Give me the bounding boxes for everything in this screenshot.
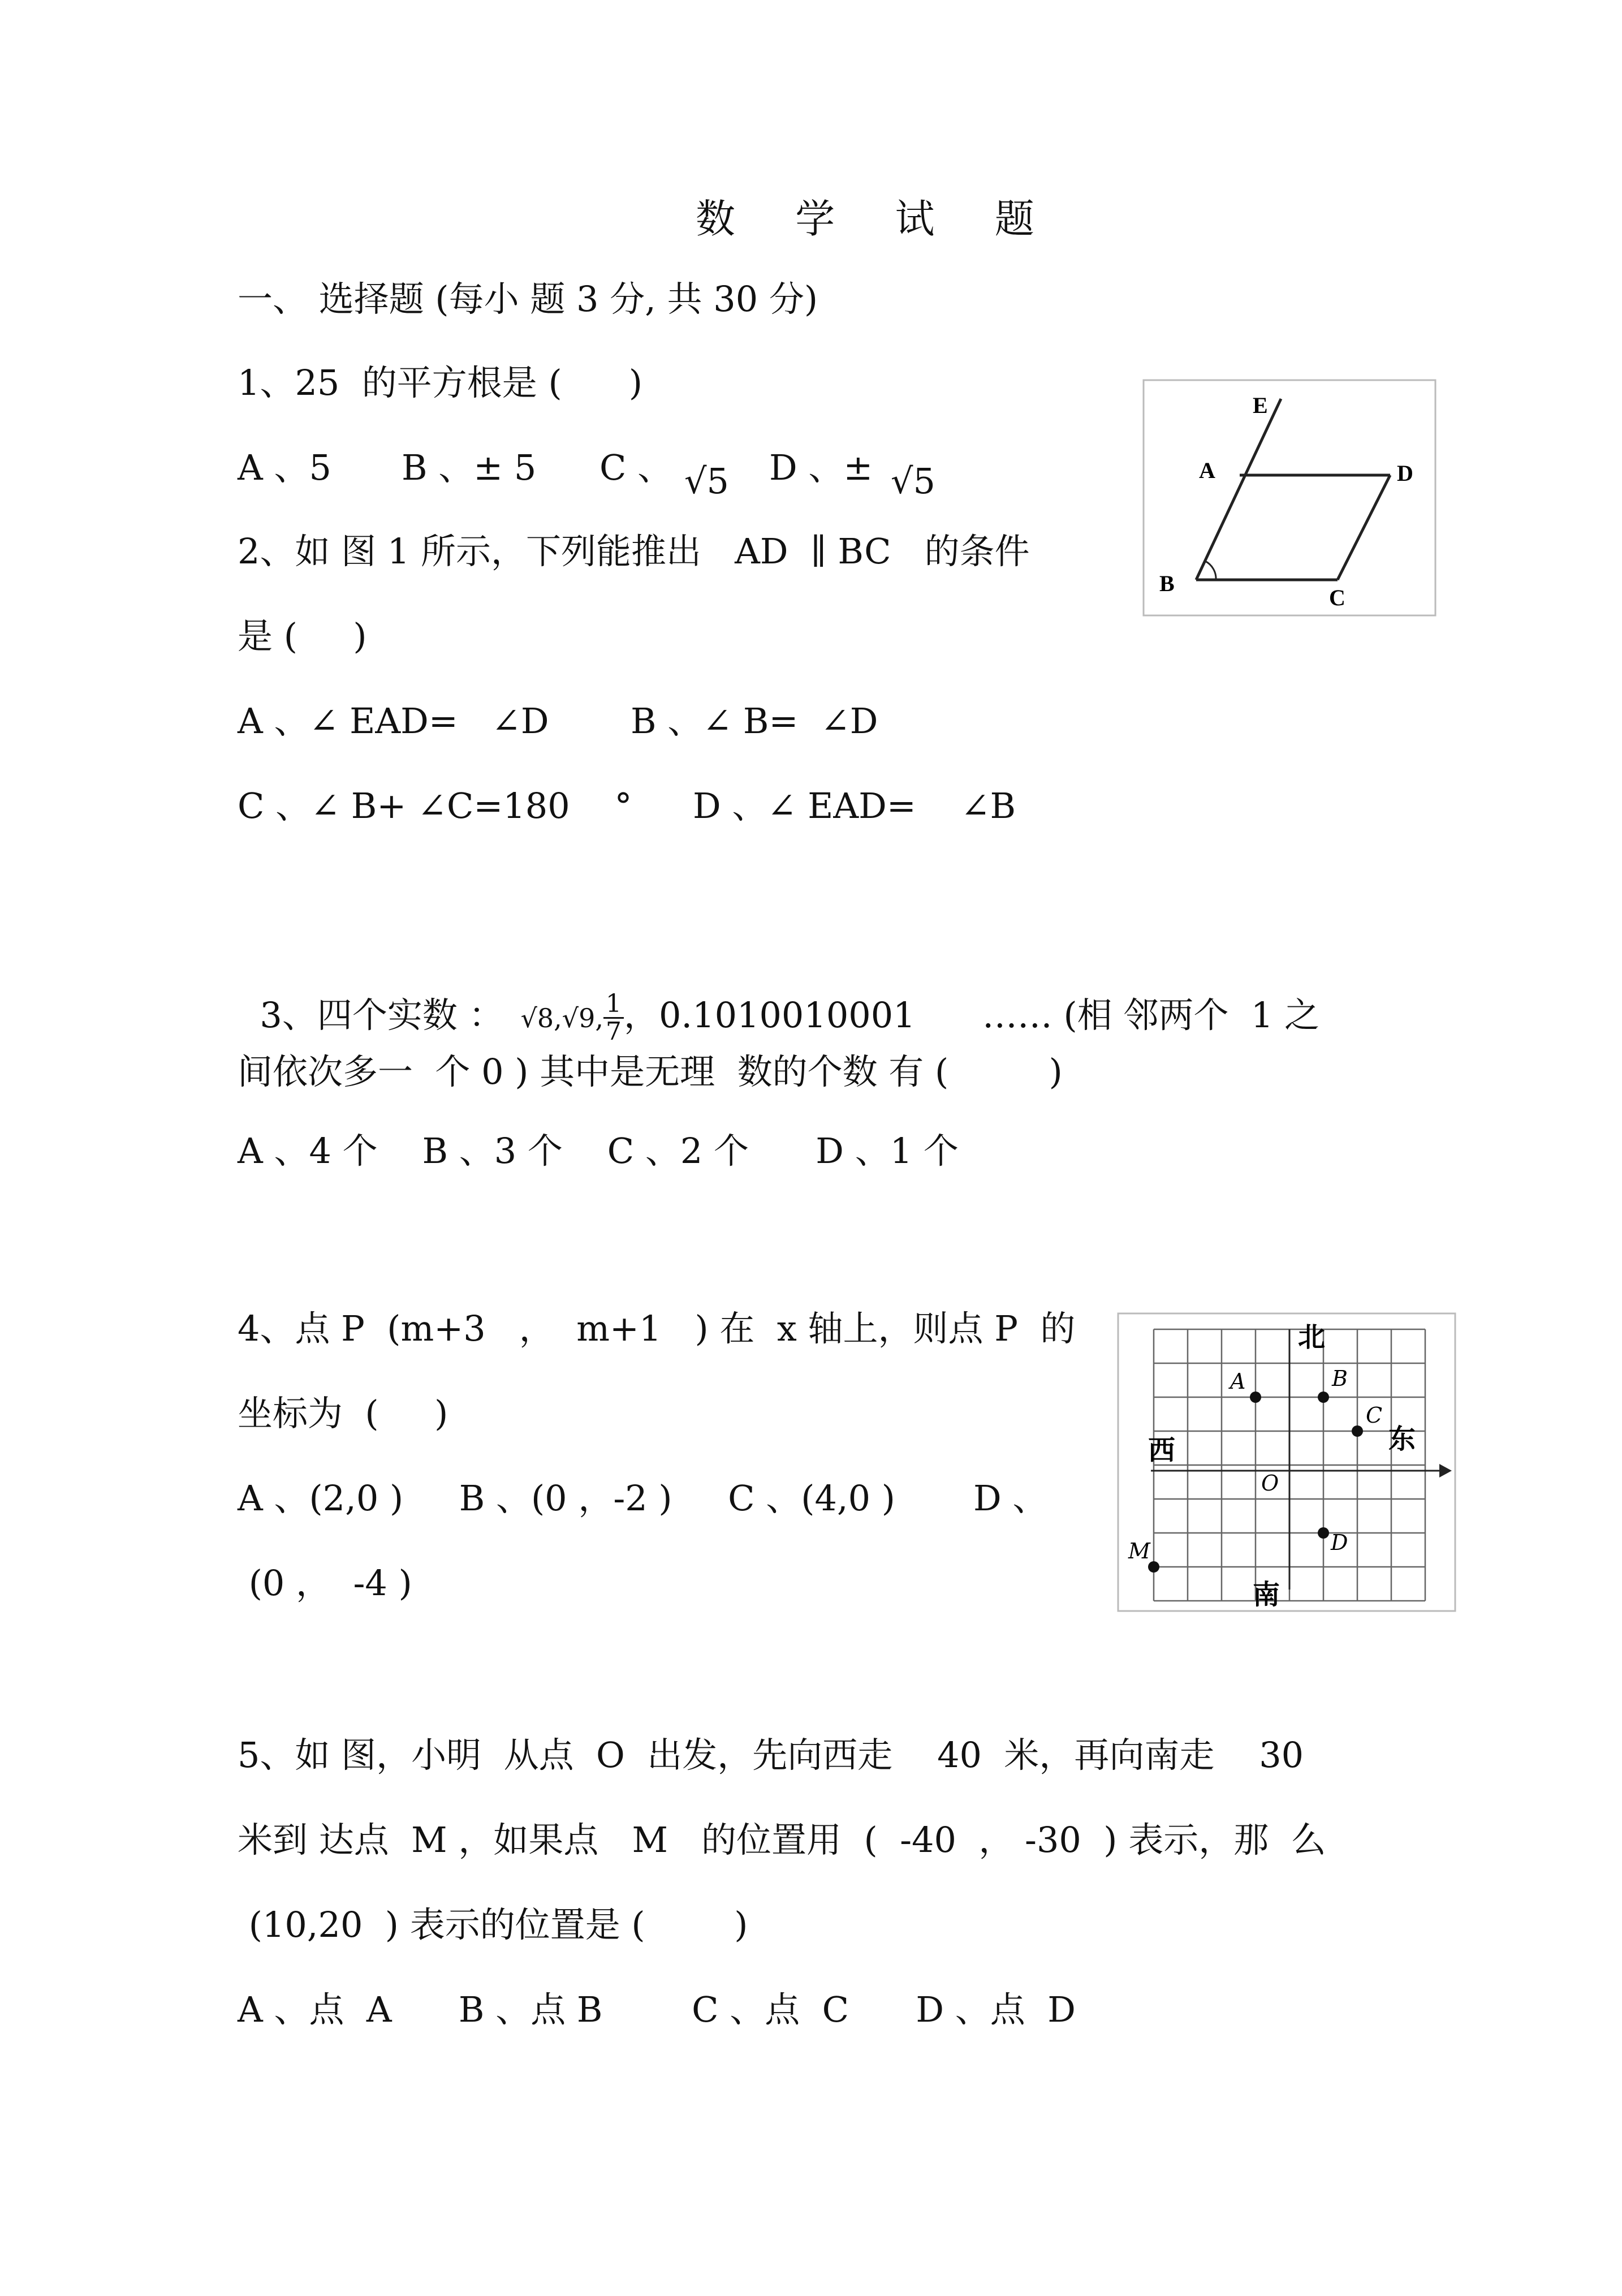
point-d [1318, 1527, 1329, 1539]
line-dc [1338, 475, 1390, 580]
q1-option-c-sqrt: √5 [684, 460, 729, 502]
label-point-d: D [1331, 1530, 1348, 1555]
label-point-a: A [1230, 1369, 1246, 1394]
label-point-b: B [1332, 1366, 1348, 1391]
q4-stem-line1: 4、点 P (m+3 ， m+1 ) 在 x 轴上，则点 P 的 [238, 1308, 1076, 1349]
label-b: B [1159, 571, 1175, 596]
q1-stem: 1、25 的平方根是 ( ) [238, 362, 643, 403]
section-header: 一、 选择题 (每小 题 3 分, 共 30 分) [238, 278, 818, 320]
q3-stem-line2: 间依次多一 个 0 ) 其中是无理 数的个数 有 ( ) [238, 1051, 1063, 1092]
q1-option-d: D 、± [769, 447, 873, 488]
q2-option-b: B 、∠ B= ∠D [631, 700, 878, 742]
label-point-c: C [1366, 1403, 1383, 1428]
q2-option-a: A 、∠ EAD= ∠D [238, 700, 549, 742]
q3-stem-line1 [238, 956, 1319, 1045]
q3-fraction [603, 991, 624, 1045]
point-c [1352, 1425, 1363, 1437]
figure-1-parallelogram [1142, 379, 1436, 617]
q3-stem-prefix: 3、四个实数 ： [260, 994, 504, 1036]
label-a: A [1199, 458, 1215, 483]
q5-line1: 5、如 图，小明 从点 O 出发，先向西走 40 米，再向南走 30 [238, 1734, 1304, 1776]
q4-options-line1: A 、(2,0 ) B 、(0 ，-2 ) C 、(4,0 ) D 、 [238, 1477, 1048, 1519]
q5-line3: (10,20 ) 表示的位置是 ( ) [238, 1904, 748, 1945]
line-be [1196, 399, 1281, 580]
q1-option-a: A 、5 [238, 447, 331, 488]
figure-2-grid-map [1117, 1312, 1456, 1612]
q5-line2: 米到 达点 M ，如果点 M 的位置用 ( -40 ， -30 ) 表示，那 么 [238, 1819, 1326, 1860]
point-a [1250, 1392, 1261, 1403]
label-north: 北 [1298, 1321, 1326, 1353]
label-origin: O [1261, 1471, 1279, 1496]
q1-option-c: C 、 [599, 447, 673, 488]
label-west: 西 [1148, 1435, 1176, 1466]
point-b [1318, 1392, 1329, 1403]
q3-sqrt8: √8, [520, 1002, 562, 1033]
q2-stem-line1: 2、如 图 1 所示，下列能推出 AD ∥ BC 的条件 [238, 531, 1030, 572]
q1-option-b: B 、± 5 [402, 447, 537, 488]
label-d: D [1397, 460, 1413, 486]
q3-sqrt9: √9, [562, 1002, 603, 1033]
label-south: 南 [1253, 1579, 1280, 1610]
q2-stem-line2: 是 ( ) [238, 615, 367, 657]
q5-options: A 、点 A B 、点 B C 、点 C D 、点 D [238, 1989, 1076, 2030]
label-east: 东 [1388, 1423, 1416, 1455]
page-title: 数 学 试 题 [696, 196, 1058, 242]
angle-b-arc [1205, 561, 1216, 580]
q2-option-c: C 、∠ B+ ∠C=180 ° [238, 785, 632, 826]
q4-options-line2: (0 ， -4 ) [238, 1562, 412, 1604]
q3-frac-num: 1 [603, 991, 624, 1019]
q3-frac-den: 7 [605, 1017, 622, 1046]
label-point-m: M [1128, 1539, 1150, 1563]
label-e: E [1253, 393, 1268, 418]
q2-option-d: D 、∠ EAD= ∠B [693, 785, 1016, 826]
q1-option-d-sqrt: √5 [891, 460, 935, 502]
label-c: C [1329, 585, 1345, 610]
east-arrow-icon [1439, 1464, 1452, 1477]
q3-stem-mid: ，0.1010010001 …… (相 邻两个 1 之 [623, 994, 1320, 1036]
q4-stem-line2: 坐标为 ( ) [238, 1393, 448, 1434]
q3-options: A 、4 个 B 、3 个 C 、2 个 D 、1 个 [238, 1130, 959, 1171]
